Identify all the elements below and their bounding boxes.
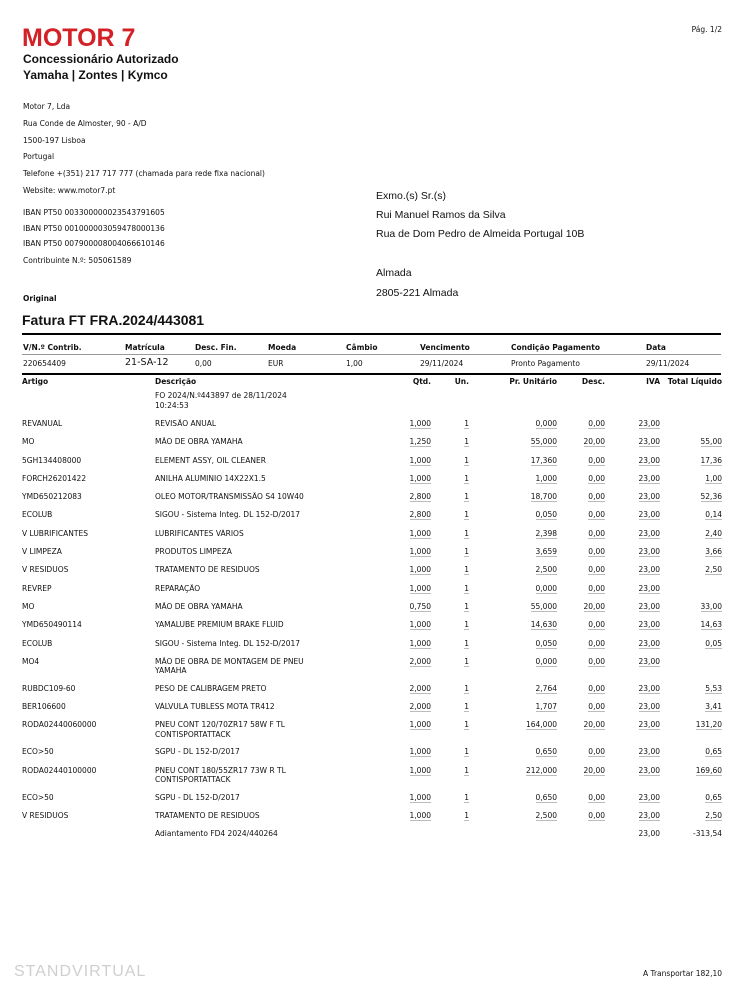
table-row	[22, 492, 722, 510]
cell-unit-price: 3,659	[535, 547, 557, 557]
cell-vat: 23,00	[638, 702, 660, 712]
cell-unit-price: 1,707	[535, 702, 557, 712]
recipient-name: Rui Manuel Ramos da Silva	[376, 209, 506, 221]
cell-unit-price: 2,398	[535, 528, 557, 538]
cell-total: 0,65	[705, 792, 722, 802]
cell-discount: 0,00	[588, 419, 605, 428]
cell-article: FORCH26201422	[22, 473, 87, 483]
cell-total: 14,63	[700, 620, 722, 630]
cell-qty: 1,000	[409, 765, 431, 775]
cell-qty: 1,000	[409, 747, 431, 757]
cell-unit: 1	[464, 473, 469, 483]
advance-iva: 23,00	[638, 829, 660, 839]
cell-vat: 23,00	[638, 747, 660, 757]
cell-unit-price: 164,000	[525, 720, 557, 730]
cell-description: SIGOU - Sistema Integ. DL 152-D/2017	[155, 510, 301, 520]
cell-unit: 1	[464, 702, 469, 712]
cell-discount: 0,00	[588, 683, 605, 693]
cell-vat: 23,00	[638, 419, 660, 428]
meta-header-rule	[22, 354, 721, 355]
col-header-unit: Un.	[454, 377, 469, 386]
cell-description: LUBRIFICANTES VÁRIOS	[155, 528, 244, 538]
cell-total: 0,65	[705, 747, 722, 757]
cell-qty: 1,000	[409, 565, 431, 575]
cell-qty: 1,000	[409, 792, 431, 802]
cell-description: MÃO DE OBRA YAMAHA	[155, 437, 243, 447]
cell-vat: 23,00	[638, 683, 660, 693]
cell-qty: 2,000	[409, 656, 431, 666]
cell-total: 2,40	[705, 528, 722, 538]
cell-qty: 0,750	[409, 601, 431, 611]
table-top-rule	[22, 373, 721, 375]
cell-discount: 0,00	[588, 811, 605, 821]
cell-qty: 1,000	[409, 419, 431, 428]
meta-header-fin-discount: Desc. Fin.	[195, 343, 237, 352]
cell-qty: 1,000	[409, 473, 431, 483]
table-row	[22, 437, 722, 455]
cell-description: SGPU - DL 152-D/2017	[155, 747, 240, 757]
meta-fin-discount: 0,00	[195, 359, 212, 368]
cell-total: 169,60	[695, 765, 722, 775]
meta-payment: Pronto Pagamento	[511, 359, 580, 368]
company-postal: 1500-197 Lisboa	[23, 136, 86, 145]
cell-unit: 1	[464, 565, 469, 575]
table-row	[22, 510, 722, 528]
cell-vat: 23,00	[638, 510, 660, 520]
table-row	[22, 584, 722, 602]
cell-unit-price: 0,000	[535, 656, 557, 666]
cell-article: ECOLUB	[22, 638, 53, 648]
cell-vat: 23,00	[638, 473, 660, 483]
cell-article: V LUBRIFICANTES	[22, 528, 88, 538]
cell-unit: 1	[464, 765, 469, 775]
cell-qty: 1,250	[409, 437, 431, 447]
cell-article: BER106600	[22, 702, 66, 712]
meta-date: 29/11/2024	[646, 359, 690, 368]
table-row	[22, 684, 722, 702]
cell-article: REVREP	[22, 583, 52, 593]
meta-exchange: 1,00	[346, 359, 363, 368]
cell-qty: 1,000	[409, 620, 431, 630]
company-street: Rua Conde de Almoster, 90 - A/D	[23, 119, 147, 128]
company-iban-3: IBAN PT50 007900008004066610146	[23, 239, 165, 248]
cell-vat: 23,00	[638, 765, 660, 775]
cell-discount: 20,00	[583, 437, 605, 447]
cell-qty: 1,000	[409, 547, 431, 557]
cell-article: ECOLUB	[22, 510, 53, 520]
cell-vat: 23,00	[638, 811, 660, 821]
cell-discount: 0,00	[588, 638, 605, 648]
carry-forward-total: A Transportar 182,10	[642, 969, 722, 978]
cell-vat: 23,00	[638, 455, 660, 465]
cell-unit: 1	[464, 528, 469, 538]
cell-discount: 0,00	[588, 702, 605, 712]
cell-vat: 23,00	[638, 583, 660, 593]
cell-unit-price: 14,630	[530, 620, 557, 630]
ref-line-2: 10:24:53	[155, 400, 189, 410]
company-iban-1: IBAN PT50 003300000023543791605	[23, 208, 165, 217]
recipient-city: Almada	[376, 267, 412, 279]
cell-qty: 2,000	[409, 683, 431, 693]
table-row	[22, 602, 722, 620]
cell-unit-price: 0,650	[535, 792, 557, 802]
original-label: Original	[23, 294, 57, 303]
meta-currency: EUR	[268, 359, 284, 368]
cell-vat: 23,00	[638, 565, 660, 575]
table-row	[22, 474, 722, 492]
cell-qty: 2,800	[409, 510, 431, 520]
company-name: Motor 7, Lda	[23, 102, 71, 111]
col-header-vat: IVA	[646, 377, 660, 386]
cell-discount: 0,00	[588, 510, 605, 520]
col-header-qty: Qtd.	[412, 377, 431, 386]
cell-total: 3,66	[705, 547, 722, 557]
cell-total: 0,14	[705, 510, 722, 520]
company-logo: MOTOR 7	[22, 24, 136, 52]
cell-article: V RESIDUOS	[22, 811, 69, 821]
table-header-row	[22, 377, 722, 391]
cell-description: MÃO DE OBRA DE MONTAGEM DE PNEU	[155, 656, 304, 666]
cell-unit-price: 2,500	[535, 565, 557, 575]
watermark-logo: STANDVIRTUAL	[14, 963, 147, 980]
cell-unit: 1	[464, 437, 469, 447]
cell-description: PNEU CONT 180/55ZR17 73W R TL	[155, 765, 286, 775]
cell-total: 55,00	[700, 437, 722, 447]
table-row	[22, 565, 722, 583]
cell-description: PESO DE CALIBRAGEM PRETO	[155, 683, 267, 693]
cell-unit-price: 0,650	[535, 747, 557, 757]
meta-header-due: Vencimento	[420, 343, 470, 352]
cell-total: 33,00	[700, 601, 722, 611]
cell-vat: 23,00	[638, 437, 660, 447]
cell-description-cont: YAMAHA	[155, 666, 187, 676]
cell-total: 1,00	[705, 473, 722, 483]
cell-qty: 2,800	[409, 492, 431, 502]
meta-header-plate: Matrícula	[125, 343, 165, 352]
company-country: Portugal	[23, 152, 55, 161]
table-row	[22, 620, 722, 638]
reference-row	[22, 391, 722, 419]
cell-description: TRATAMENTO DE RESIDUOS	[155, 811, 260, 821]
cell-unit-price: 55,000	[530, 601, 557, 611]
table-row	[22, 456, 722, 474]
cell-unit: 1	[464, 638, 469, 648]
cell-article: RUBDC109-60	[22, 683, 76, 693]
cell-vat: 23,00	[638, 547, 660, 557]
cell-discount: 20,00	[583, 720, 605, 730]
cell-qty: 1,000	[409, 583, 431, 593]
cell-article: ECO>50	[22, 747, 54, 757]
items-table	[22, 377, 722, 848]
table-row	[22, 720, 722, 747]
cell-unit-price: 0,000	[535, 583, 557, 593]
cell-vat: 23,00	[638, 720, 660, 730]
table-row	[22, 547, 722, 565]
cell-unit-price: 0,050	[535, 638, 557, 648]
cell-description: PRODUTOS LIMPEZA	[155, 547, 232, 557]
recipient-street: Rua de Dom Pedro de Almeida Portugal 10B	[376, 228, 585, 240]
dealer-line-1: Concessionário Autorizado	[23, 52, 179, 66]
cell-total: 2,50	[705, 811, 722, 821]
advance-tot: -313,54	[693, 829, 722, 839]
cell-vat: 23,00	[638, 638, 660, 648]
cell-article: YMD650490114	[22, 620, 82, 630]
dealer-line-2: Yamaha | Zontes | Kymco	[23, 68, 168, 82]
col-header-unit-price: Pr. Unitário	[509, 377, 557, 386]
cell-description: MÃO DE OBRA YAMAHA	[155, 601, 243, 611]
table-row	[22, 419, 722, 437]
cell-vat: 23,00	[638, 656, 660, 666]
cell-unit-price: 0,000	[535, 419, 557, 428]
cell-unit-price: 17,360	[530, 455, 557, 465]
table-row	[22, 639, 722, 657]
meta-contrib: 220654409	[23, 359, 66, 368]
cell-article: RODA02440060000	[22, 720, 97, 730]
cell-article: MO4	[22, 656, 40, 666]
cell-unit: 1	[464, 683, 469, 693]
cell-article: 5GH134408000	[22, 455, 82, 465]
cell-discount: 0,00	[588, 656, 605, 666]
cell-unit: 1	[464, 792, 469, 802]
cell-description: YAMALUBE PREMIUM BRAKE FLUID	[155, 620, 284, 630]
cell-description: SIGOU - Sistema Integ. DL 152-D/2017	[155, 638, 301, 648]
table-row	[22, 766, 722, 793]
cell-total: 5,53	[705, 683, 722, 693]
cell-qty: 1,000	[409, 455, 431, 465]
cell-discount: 0,00	[588, 620, 605, 630]
table-row	[22, 811, 722, 829]
cell-article: RODA02440100000	[22, 765, 97, 775]
cell-discount: 20,00	[583, 765, 605, 775]
cell-unit: 1	[464, 720, 469, 730]
cell-discount: 0,00	[588, 583, 605, 593]
col-header-total: Total Líquido	[667, 377, 722, 386]
cell-description: REPARAÇÃO	[155, 583, 201, 593]
col-header-discount: Desc.	[581, 377, 605, 386]
cell-description-cont: CONTISPORTATTACK	[155, 729, 231, 739]
cell-article: MO	[22, 601, 35, 611]
cell-unit-price: 1,000	[535, 473, 557, 483]
company-website: Website: www.motor7.pt	[23, 186, 116, 195]
cell-description: SGPU - DL 152-D/2017	[155, 792, 240, 802]
cell-qty: 1,000	[409, 528, 431, 538]
table-row	[22, 657, 722, 684]
table-row	[22, 702, 722, 720]
meta-header-date: Data	[646, 343, 666, 352]
cell-discount: 0,00	[588, 565, 605, 575]
cell-description: VÁLVULA TUBLESS MOTA TR412	[155, 702, 275, 712]
page-number: Pág. 1/2	[691, 25, 722, 34]
cell-unit-price: 18,700	[530, 492, 557, 502]
meta-due: 29/11/2024	[420, 359, 464, 368]
cell-vat: 23,00	[638, 492, 660, 502]
table-row	[22, 793, 722, 811]
cell-description: REVISÃO ANUAL	[155, 419, 217, 428]
cell-unit: 1	[464, 455, 469, 465]
cell-description: ANILHA ALUMINIO 14X22X1.5	[155, 473, 266, 483]
cell-unit: 1	[464, 492, 469, 502]
cell-unit-price: 0,050	[535, 510, 557, 520]
cell-unit: 1	[464, 547, 469, 557]
col-header-article: Artigo	[22, 377, 49, 386]
cell-description: OLEO MOTOR/TRANSMISSÃO S4 10W40	[155, 492, 304, 502]
meta-header-currency: Moeda	[268, 343, 297, 352]
cell-discount: 0,00	[588, 792, 605, 802]
cell-unit: 1	[464, 620, 469, 630]
col-header-description: Descrição	[155, 377, 197, 386]
cell-unit: 1	[464, 601, 469, 611]
cell-total: 52,36	[700, 492, 722, 502]
cell-unit-price: 55,000	[530, 437, 557, 447]
cell-discount: 0,00	[588, 455, 605, 465]
meta-header-contrib: V/N.º Contrib.	[23, 343, 82, 352]
cell-unit: 1	[464, 583, 469, 593]
ref-line-1: FO 2024/N.º443897 de 28/11/2024	[155, 391, 287, 400]
meta-plate: 21-SA-12	[125, 357, 169, 368]
cell-qty: 1,000	[409, 811, 431, 821]
table-row	[22, 529, 722, 547]
recipient-postal: 2805-221 Almada	[376, 287, 459, 299]
meta-header-exchange: Câmbio	[346, 343, 378, 352]
cell-description: PNEU CONT 120/70ZR17 58W F TL	[155, 720, 285, 730]
cell-total: 17,36	[700, 455, 722, 465]
cell-unit: 1	[464, 747, 469, 757]
title-rule	[22, 333, 721, 335]
recipient-salutation: Exmo.(s) Sr.(s)	[376, 190, 446, 202]
cell-description: ELEMENT ASSY, OIL CLEANER	[155, 455, 266, 465]
cell-total: 3,41	[705, 702, 722, 712]
meta-header-payment: Condição Pagamento	[511, 343, 600, 352]
cell-vat: 23,00	[638, 792, 660, 802]
cell-vat: 23,00	[638, 528, 660, 538]
cell-discount: 20,00	[583, 601, 605, 611]
cell-description-cont: CONTISPORTATTACK	[155, 775, 231, 785]
cell-article: V RESIDUOS	[22, 565, 69, 575]
cell-total: 131,20	[695, 720, 722, 730]
cell-qty: 1,000	[409, 638, 431, 648]
cell-article: V LIMPEZA	[22, 547, 62, 557]
cell-unit-price: 2,764	[535, 683, 557, 693]
cell-description: TRATAMENTO DE RESIDUOS	[155, 565, 260, 575]
invoice-title: Fatura FT FRA.2024/443081	[22, 312, 205, 328]
cell-discount: 0,00	[588, 492, 605, 502]
company-nif: Contribuinte N.º: 505061589	[23, 256, 132, 265]
cell-unit: 1	[464, 656, 469, 666]
cell-total: 2,50	[705, 565, 722, 575]
advance-desc: Adiantamento FD4 2024/440264	[155, 829, 278, 839]
cell-article: REVANUAL	[22, 419, 63, 428]
cell-article: YMD650212083	[22, 492, 82, 502]
company-phone: Telefone +(351) 217 717 777 (chamada para rede fixa nacional)	[23, 169, 265, 178]
advance-row	[22, 829, 722, 847]
cell-total: 0,05	[705, 638, 722, 648]
cell-qty: 1,000	[409, 720, 431, 730]
cell-unit-price: 2,500	[535, 811, 557, 821]
cell-unit: 1	[464, 811, 469, 821]
cell-discount: 0,00	[588, 747, 605, 757]
cell-article: ECO>50	[22, 792, 54, 802]
cell-discount: 0,00	[588, 547, 605, 557]
company-iban-2: IBAN PT50 001000003059478000136	[23, 224, 165, 233]
cell-unit: 1	[464, 419, 469, 428]
cell-vat: 23,00	[638, 620, 660, 630]
cell-unit: 1	[464, 510, 469, 520]
cell-article: MO	[22, 437, 35, 447]
cell-discount: 0,00	[588, 528, 605, 538]
cell-unit-price: 212,000	[525, 765, 557, 775]
cell-vat: 23,00	[638, 601, 660, 611]
cell-discount: 0,00	[588, 473, 605, 483]
cell-qty: 2,000	[409, 702, 431, 712]
table-row	[22, 747, 722, 765]
